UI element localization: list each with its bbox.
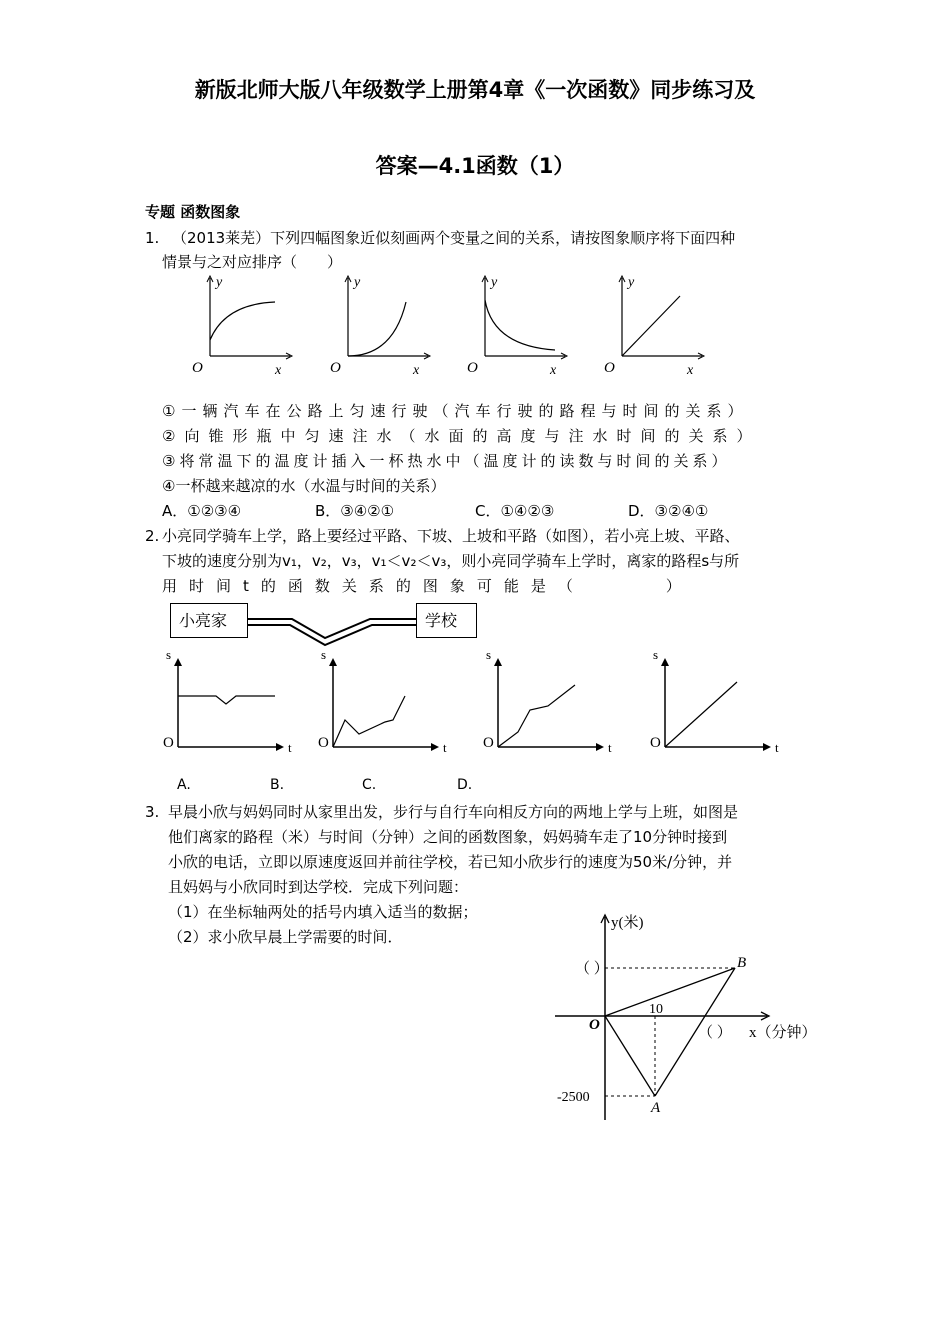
- q3-sub2: （2）求小欣早晨上学需要的时间．: [168, 928, 403, 946]
- svg-text:O: O: [604, 360, 615, 376]
- svg-text:O: O: [163, 735, 174, 751]
- q2-option-d: D.: [457, 777, 473, 793]
- origin-label: O: [589, 1017, 600, 1033]
- line-o-a: [605, 1016, 655, 1096]
- curve-accelerating: [348, 302, 406, 356]
- svg-text:x: x: [413, 363, 420, 378]
- graph-b-line: [333, 696, 405, 747]
- x-label: x: [275, 363, 282, 378]
- blank-x: （ ）: [698, 1025, 732, 1041]
- svg-text:t: t: [608, 740, 612, 755]
- q1-option-a: A．①②③④: [162, 502, 242, 520]
- svg-text:t: t: [288, 740, 292, 755]
- svg-text:x: x: [550, 363, 557, 378]
- svg-text:O: O: [467, 360, 478, 376]
- tick-10: 10: [649, 1002, 663, 1017]
- svg-text:y: y: [628, 275, 635, 290]
- svg-text:O: O: [483, 735, 494, 751]
- q1-line2: 情景与之对应排序（ ）: [162, 253, 343, 271]
- road-top: [247, 619, 417, 638]
- q2-line1: 小亮同学骑车上学，路上要经过平路、下坡、上坡和平路（如图），若小亮上坡、平路、: [162, 527, 740, 545]
- q1-graphs: [180, 268, 720, 383]
- svg-text:s: s: [166, 647, 172, 662]
- q1-number: 1.: [145, 229, 160, 247]
- svg-text:y: y: [354, 275, 361, 290]
- svg-text:O: O: [330, 360, 341, 376]
- home-box: 小亮家: [170, 603, 248, 638]
- q2-graph-d: [650, 647, 779, 755]
- q3-number: 3.: [145, 803, 160, 821]
- q2-option-b: B.: [270, 777, 285, 793]
- q2-graph-b: [318, 647, 447, 755]
- svg-text:s: s: [486, 647, 492, 662]
- y-label: y: [216, 275, 223, 290]
- q3-line2: 他们离家的路程（米）与时间（分钟）之间的函数图象，妈妈骑车走了10分钟时接到: [168, 828, 728, 846]
- q2-option-c: C.: [362, 777, 377, 793]
- q2-line2: 下坡的速度分别为v₁，v₂，v₃，v₁＜v₂＜v₃，则小亮同学骑车上学时，离家的路程s与所: [162, 552, 740, 570]
- svg-text:y: y: [491, 275, 498, 290]
- svg-text:O: O: [318, 735, 329, 751]
- q1-item-4: ④一杯越来越凉的水（水温与时间的关系）: [162, 477, 446, 495]
- svg-text:s: s: [321, 647, 327, 662]
- q2-graph-a: [163, 647, 292, 755]
- straight-line: [622, 296, 680, 356]
- q1-line1: （2013莱芜）下列四幅图象近似刻画两个变量之间的关系，请按图象顺序将下面四种: [172, 229, 736, 247]
- origin-label: O: [192, 360, 203, 376]
- q1-option-d: D．③②④①: [628, 502, 709, 520]
- svg-text:O: O: [650, 735, 661, 751]
- school-box: 学校: [416, 603, 477, 638]
- blank-y: （ ）: [575, 961, 609, 977]
- q1-item-2: ②向锥形瓶中匀速注水（水面的高度与注水时间的关系）: [162, 427, 761, 445]
- doc-title-line2: 答案—4.1函数（1）: [375, 154, 575, 178]
- doc-title-line1: 新版北师大版八年级数学上册第4章《一次函数》同步练习及: [194, 78, 756, 102]
- q2-line3: 用时间t的函数关系的图象可能是（ ）: [162, 577, 693, 595]
- q1-option-c: C．①④②③: [475, 502, 555, 520]
- svg-text:t: t: [775, 740, 779, 755]
- q2-option-a: A.: [177, 777, 191, 793]
- q2-graphs: [150, 640, 800, 765]
- q1-graph-2: [330, 275, 430, 378]
- q1-graph-3: [467, 275, 567, 378]
- svg-text:t: t: [443, 740, 447, 755]
- q3-line1: 早晨小欣与妈妈同时从家里出发，步行与自行车向相反方向的两地上学与上班，如图是: [168, 803, 739, 821]
- q3-line3: 小欣的电话，立即以原速度返回并前往学校，若已知小欣步行的速度为50米/分钟，并: [168, 853, 733, 871]
- q1-item-1: ①一辆汽车在公路上匀速行驶（汽车行驶的路程与时间的关系）: [162, 402, 749, 420]
- q3-line4: 且妈妈与小欣同时到达学校．完成下列问题：: [168, 878, 469, 896]
- q3-sub1: （1）在坐标轴两处的括号内填入适当的数据；: [168, 903, 478, 921]
- curve-decaying: [485, 300, 555, 350]
- q2-number: 2.: [145, 527, 160, 545]
- q1-item-3: ③将常温下的温度计插入一杯热水中（温度计的读数与时间的关系）: [162, 452, 731, 470]
- q2-graph-c: [483, 647, 612, 755]
- q3-graph: [545, 905, 835, 1130]
- q1-graph-4: [604, 275, 704, 378]
- curve-concave-up-saturating: [210, 302, 275, 340]
- section-heading: 专题 函数图象: [145, 203, 241, 221]
- y-axis-label: y(米): [611, 915, 644, 931]
- graph-c-line: [498, 685, 575, 747]
- q1-graph-1: [192, 275, 292, 378]
- q1-option-b: B．③④②①: [315, 502, 395, 520]
- graph-a-line: [178, 696, 275, 704]
- tick-minus-2500: -2500: [557, 1090, 590, 1105]
- point-b-label: B: [737, 955, 747, 971]
- svg-text:s: s: [653, 647, 659, 662]
- x-axis-label: x（分钟）: [749, 1025, 817, 1041]
- line-o-b: [605, 968, 735, 1016]
- svg-text:x: x: [687, 363, 694, 378]
- graph-d-line: [665, 682, 737, 747]
- point-a-label: A: [651, 1100, 661, 1116]
